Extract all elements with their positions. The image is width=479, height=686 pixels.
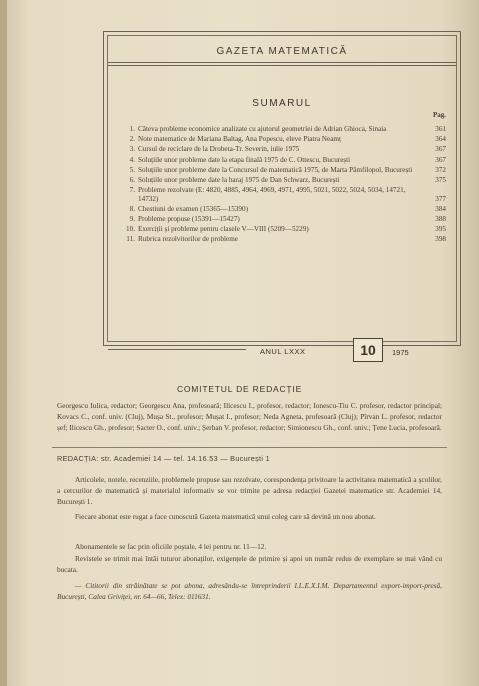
toc-page: 367 bbox=[435, 155, 446, 164]
toc-title: Câteva probleme economice analizate cu ajutorul geometriei de Adrian Ghioca, Sinaia bbox=[138, 125, 387, 133]
toc-number: 5. bbox=[129, 165, 135, 174]
toc-item[interactable] bbox=[118, 205, 446, 214]
divider bbox=[108, 62, 456, 63]
subscription-paragraph: Abonamentele se fac prin oficiile poștale, 4 lei pentru nr. 11—12. bbox=[75, 542, 267, 551]
toc-item[interactable] bbox=[118, 156, 446, 165]
toc-number: 1. bbox=[129, 125, 135, 133]
toc-title: Rubrica rezolvitorilor de probleme bbox=[138, 235, 238, 244]
toc-item[interactable] bbox=[118, 235, 446, 244]
toc-title: Cursul de reciclare de la Drobeta-Tr. Severin, iulie 1975 bbox=[138, 145, 300, 154]
issue-year: 1975 bbox=[392, 348, 409, 357]
toc-item[interactable] bbox=[118, 145, 446, 154]
toc-number: 7. bbox=[129, 186, 135, 195]
issue-footer bbox=[108, 337, 456, 363]
toc-page: 388 bbox=[435, 215, 446, 224]
divider bbox=[108, 65, 456, 66]
toc-number: 11. bbox=[126, 235, 135, 244]
toc-number: 2. bbox=[129, 135, 135, 144]
toc-item[interactable] bbox=[118, 135, 446, 144]
toc-number: 8. bbox=[129, 204, 135, 213]
toc-page: 361 bbox=[435, 125, 446, 133]
toc-item[interactable] bbox=[118, 125, 446, 134]
toc-number: 9. bbox=[129, 215, 135, 224]
divider bbox=[108, 349, 246, 350]
summary-inner-frame bbox=[107, 35, 457, 358]
summary-title: SUMARUL bbox=[252, 98, 312, 109]
toc-title: Soluțiile unor probleme date la baraj 1975 de Dan Schwarz, București bbox=[138, 175, 340, 184]
distribution-paragraph: Revistele se trimit mai întâi tuturor abonaților, exigențele de primire și apoi un număr redus de exemplare se mai vând cu bucata. bbox=[57, 554, 442, 574]
toc-title: Soluțiile unor probleme date la Concursul de matematică 1975, de Marta Pâmfilopol, București bbox=[138, 165, 413, 174]
toc-item[interactable] bbox=[118, 186, 446, 203]
toc-page: 367 bbox=[435, 145, 446, 154]
toc-number: 6. bbox=[129, 175, 135, 184]
page-column-label: Pag. bbox=[432, 111, 446, 119]
submission-paragraph: Articolele, notele, recenziile, problemele propuse sau rezolvate, corespondența privitoare la activitatea matematică a școlilor, a cercurilor de matematică și materialul informativ se vor trimite pe adresa redacției Gazetei matematice str. Academiei 14, București 1. bbox=[57, 475, 442, 506]
toc-title: Probleme propuse (15391—15427) bbox=[138, 215, 240, 224]
issue-number-box: 10 bbox=[353, 338, 383, 362]
volume-label: ANUL LXXX bbox=[260, 347, 306, 356]
subscriber-paragraph: Fiecare abonat este rugat a face cunoscută Gazeta matematică unui coleg care să devină un nou abonat. bbox=[75, 512, 376, 521]
toc-title: Chestiuni de examen (15365—15390) bbox=[138, 204, 248, 213]
toc-page: 372 bbox=[435, 165, 446, 174]
toc-number: 3. bbox=[129, 145, 135, 154]
toc-page: 384 bbox=[435, 204, 446, 213]
toc-item[interactable] bbox=[118, 176, 446, 185]
binding-edge bbox=[0, 0, 7, 686]
toc-page: 395 bbox=[435, 225, 446, 234]
toc-page: 375 bbox=[435, 175, 446, 184]
toc-item[interactable] bbox=[118, 166, 446, 175]
summary-frame bbox=[103, 31, 461, 358]
divider bbox=[52, 447, 447, 448]
toc-page: 364 bbox=[435, 135, 446, 144]
toc-title: Note matematice de Mariana Baltag, Ana Popescu, eleve Piatra Neamț bbox=[138, 135, 341, 144]
toc-title: Exerciții și probleme pentru clasele V—VIII (5209—5229) bbox=[138, 225, 309, 234]
toc-item[interactable] bbox=[118, 215, 446, 224]
toc-page: 377 bbox=[435, 194, 446, 203]
editorial-board-text: Georgescu Iulica, redactor; Georgescu Ana, profesoară; Ilicescu I., profesor, redactor; Ionescu-Tiu C. profesor, redactor principal; Kovacs C., conf. univ. (Cluj), Mușa St., profesor; Mușat I., profesor; Neda Agneta, profesoară (Cluj); Pîrvan L. profesor, redactor șef; Ilicescu Gh., profesor; Sacter O., conf. univ.; Șerban V. profesor, redactor; Simionescu Gh., conf. univ.; Țene Lucia, profesoară. bbox=[57, 401, 442, 432]
toc-title: Soluțiile unor probleme date la etapa finală 1975 de C. Ottescu, București bbox=[138, 155, 351, 164]
toc-title: Probleme rezolvate (E: 4820, 4885, 4964, 4969, 4971, 4995, 5021, 5022, 5024, 5034, 14721, 14732) bbox=[138, 186, 406, 203]
editorial-address: REDACȚIA: str. Academiei 14 — tel. 14.16.53 — București 1 bbox=[57, 454, 270, 463]
toc-page: 398 bbox=[435, 235, 446, 244]
magazine-title: GAZETA MATEMATICĂ bbox=[216, 46, 348, 57]
foreign-readers-paragraph: — Cititorii din străinătate se pot abona, adresându-se întreprinderii I.L.E.X.I.M. Departamentul export-import-presă, București, Calea Griviței, nr. 64—66, Telex: 011631. bbox=[57, 581, 442, 601]
toc-number: 10. bbox=[126, 225, 135, 234]
toc-item[interactable] bbox=[118, 225, 446, 234]
toc-number: 4. bbox=[129, 155, 135, 164]
table-of-contents bbox=[118, 125, 446, 246]
editorial-board-title: COMITETUL DE REDACȚIE bbox=[176, 384, 303, 394]
